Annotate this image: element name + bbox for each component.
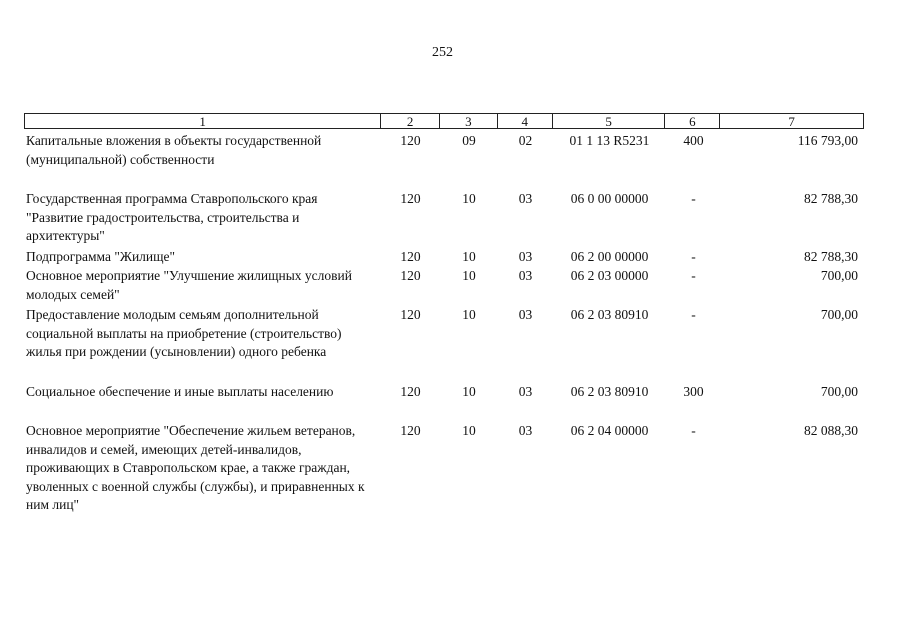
table-row [24,306,864,362]
row-name: Основное мероприятие "Обеспечение жильем ветеранов, инвалидов и семей, имеющих детей-инвалидов, проживающих в Ставропольском крае, а также граждан, уволенных с военной службы (службы), и приравненных к ним лиц" [26,423,365,512]
row-name: Государственная программа Ставропольского края "Развитие градостроительства, строительства и архитектуры" [26,191,318,243]
row-code-2: 120 [400,384,421,399]
column-header-1: 1 [25,114,381,128]
row-name: Социальное обеспечение и иные выплаты населению [26,384,334,399]
row-code-3: 10 [462,191,476,206]
row-code-5: 06 2 03 80910 [570,384,649,399]
row-code-6: - [691,268,696,283]
row-code-6: - [691,307,696,322]
row-code-3: 10 [462,423,476,438]
row-code-4: 03 [518,423,533,438]
row-code-4: 03 [518,249,533,264]
table-row [24,422,864,515]
row-code-6: 300 [683,384,704,399]
row-code-3: 10 [462,384,476,399]
row-code-5: 06 2 03 00000 [570,268,649,283]
row-name: Основное мероприятие "Улучшение жилищных условий молодых семей" [26,268,352,302]
row-amount: 82 788,30 [804,249,858,264]
row-amount: 82 088,30 [804,423,858,438]
row-code-3: 09 [462,133,476,148]
row-code-5: 06 2 00 00000 [570,249,649,264]
row-code-2: 120 [400,133,421,148]
table-row [24,248,864,267]
row-code-2: 120 [400,268,421,283]
row-amount: 82 788,30 [804,191,858,206]
row-code-6: - [691,249,696,264]
row-name: Предоставление молодым семьям дополнительной социальной выплаты на приобретение (строительство) жилья при рождении (усыновлении) одного ребенка [26,307,342,359]
row-code-2: 120 [400,423,421,438]
row-code-6: - [691,423,696,438]
table-row [24,383,864,402]
row-amount: 700,00 [820,307,858,322]
row-code-6: - [691,191,696,206]
row-amount: 700,00 [820,268,858,283]
column-header-2: 2 [381,114,440,128]
row-code-4: 03 [518,268,533,283]
column-header-6: 6 [665,114,720,128]
page-number: 252 [432,45,453,60]
row-code-5: 06 2 03 80910 [570,307,649,322]
table-header [24,113,864,129]
column-header-3: 3 [440,114,498,128]
row-code-2: 120 [400,191,421,206]
row-code-4: 03 [518,191,533,206]
row-code-3: 10 [462,249,476,264]
row-code-4: 03 [518,384,533,399]
row-code-3: 10 [462,307,476,322]
row-code-2: 120 [400,249,421,264]
row-code-4: 03 [518,307,533,322]
table-row [24,267,864,304]
row-amount: 116 793,00 [797,133,858,148]
table-row [24,190,864,246]
column-header-7: 7 [788,114,795,129]
row-code-4: 02 [518,133,533,148]
row-amount: 700,00 [820,384,858,399]
row-code-3: 10 [462,268,476,283]
column-header-5: 5 [553,114,666,128]
row-code-6: 400 [683,133,704,148]
row-code-5: 01 1 13 R5231 [569,133,650,148]
row-name: Подпрограмма "Жилище" [26,249,176,264]
row-code-2: 120 [400,307,421,322]
row-name: Капитальные вложения в объекты государственной (муниципальной) собственности [26,133,322,167]
column-header-4: 4 [498,114,553,128]
row-code-5: 06 0 00 00000 [570,191,649,206]
row-code-5: 06 2 04 00000 [570,423,649,438]
table-row [24,132,864,169]
